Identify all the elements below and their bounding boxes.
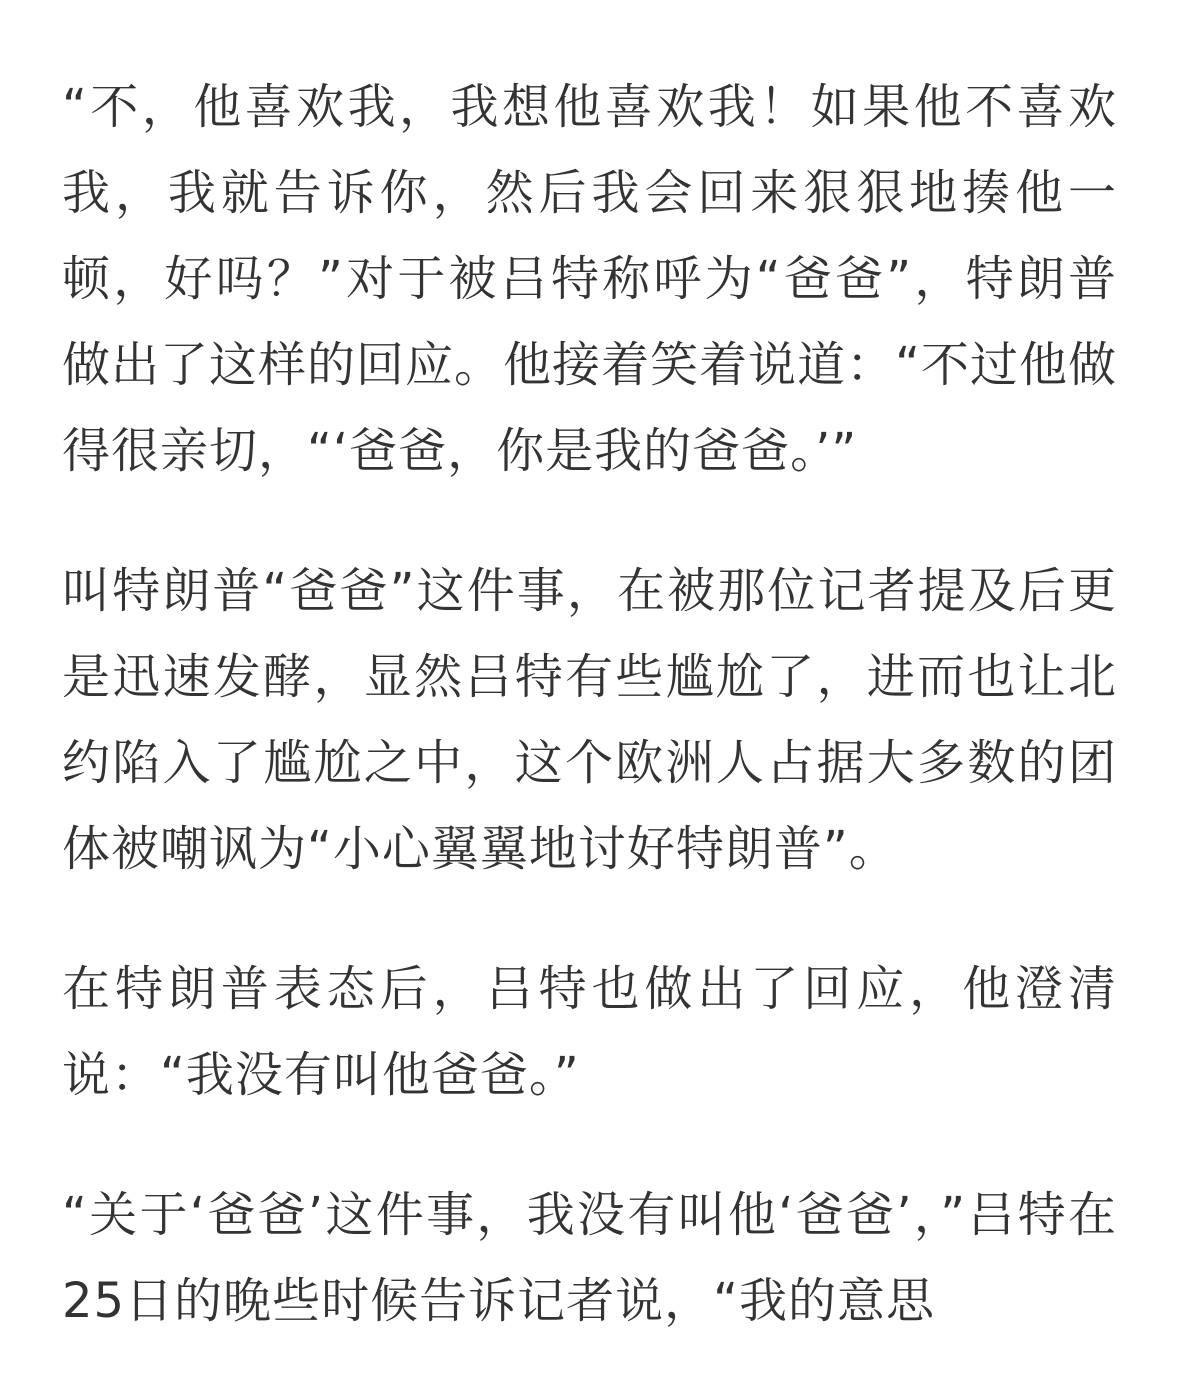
paragraph-3: 在特朗普表态后，吕特也做出了回应，他澄清说：“我没有叫他爸爸。” — [62, 961, 1117, 1103]
paragraph-2: 叫特朗普“爸爸”这件事，在被那位记者提及后更是迅速发酵，显然吕特有些尴尬了，进而也让北约陷入了尴尬之中，这个欧洲人占据大多数的团体被嘲讽为“小心翼翼地讨好特朗普”。 — [62, 563, 1117, 877]
article-body — [62, 64, 1117, 1398]
paragraph-1: “不，他喜欢我，我想他喜欢我！如果他不喜欢我，我就告诉你，然后我会回来狠狠地揍他一顿，好吗？”对于被吕特称呼为“爸爸”，特朗普做出了这样的回应。他接着笑着说道：“不过他做得很亲切，“‘爸爸，你是我的爸爸。’” — [62, 79, 1117, 479]
paragraph-4: “关于‘爸爸’这件事，我没有叫他‘爸爸’，”吕特在25日的晚些时候告诉记者说，“我的意思 — [62, 1187, 1117, 1329]
